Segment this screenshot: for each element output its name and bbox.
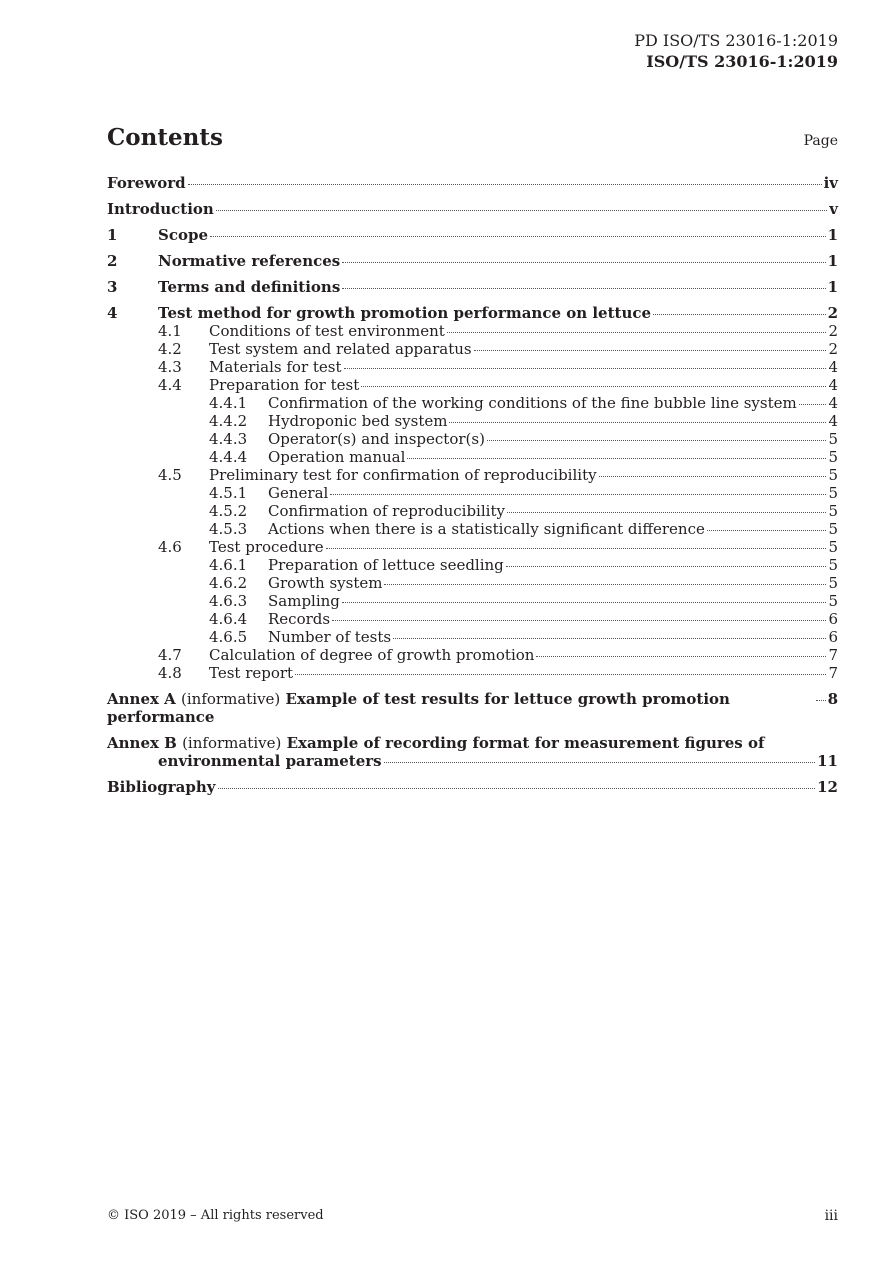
dot-leader <box>344 368 827 369</box>
annex-title-line-2: environmental parameters <box>158 752 382 770</box>
table-of-contents <box>107 174 838 796</box>
dot-leader <box>407 458 826 459</box>
toc-entry-title: Operator(s) and inspector(s) <box>268 430 485 448</box>
dot-leader <box>384 584 826 585</box>
annex-type: (informative) <box>181 690 281 708</box>
toc-entry-annex-b[interactable] <box>107 734 838 770</box>
toc-entry-page: 2 <box>827 304 838 322</box>
toc-entry-number: 4.5.3 <box>209 520 248 538</box>
page-column-label: Page <box>803 133 838 149</box>
toc-entry-title: Records <box>268 610 331 628</box>
toc-entry-4-6-5[interactable] <box>107 628 838 646</box>
toc-entry-annex-a[interactable] <box>107 690 838 726</box>
toc-entry-4-1[interactable] <box>107 322 838 340</box>
page-number: iii <box>824 1208 838 1224</box>
dot-leader <box>393 638 826 639</box>
toc-entry-4-5-2[interactable] <box>107 502 838 520</box>
toc-entry-title: Foreword <box>107 174 186 192</box>
toc-entry-title: Test report <box>209 664 294 682</box>
toc-entry-4-5-1[interactable] <box>107 484 838 502</box>
toc-entry-number: 4.8 <box>158 664 182 682</box>
dot-leader <box>342 262 825 263</box>
toc-entry-number: 4.6.1 <box>209 556 248 574</box>
toc-entry-page: 1 <box>827 278 838 296</box>
toc-entry-4-7[interactable] <box>107 646 838 664</box>
toc-entry-page: 5 <box>828 538 838 556</box>
toc-entry-number: 4.6 <box>158 538 182 556</box>
toc-entry-number: 4.5 <box>158 466 182 484</box>
toc-entry-title: Actions when there is a statistically significant difference <box>268 520 705 538</box>
toc-entry-page: 1 <box>827 252 838 270</box>
toc-entry-page: 4 <box>828 412 838 430</box>
toc-entry-title: Materials for test <box>209 358 342 376</box>
toc-entry-4-2[interactable] <box>107 340 838 358</box>
toc-entry-page: 7 <box>828 646 838 664</box>
toc-entry-number: 1 <box>107 226 118 244</box>
toc-entry-page: 2 <box>828 340 838 358</box>
toc-entry-title: Confirmation of the working conditions of the fine bubble line system <box>268 394 797 412</box>
toc-entry-page: iv <box>823 174 838 192</box>
toc-entry-page: v <box>829 200 838 218</box>
toc-entry-title: Growth system <box>268 574 383 592</box>
toc-entry-number: 4.5.1 <box>209 484 248 502</box>
dot-leader <box>342 288 825 289</box>
toc-entry-page: 5 <box>828 484 838 502</box>
annex-title: Example of test results for lettuce growth promotion performance <box>107 690 730 726</box>
toc-entry-page: 12 <box>817 778 838 796</box>
toc-entry-number: 4.4 <box>158 376 182 394</box>
toc-entry-number: 4.1 <box>158 322 182 340</box>
toc-entry-title: Preparation for test <box>209 376 360 394</box>
annex-title-line-1: Example of recording format for measurement figures of <box>286 734 765 752</box>
dot-leader <box>447 332 827 333</box>
toc-entry-number: 4.7 <box>158 646 182 664</box>
dot-leader <box>210 236 826 237</box>
dot-leader <box>332 620 826 621</box>
toc-entry-title: Calculation of degree of growth promotion <box>209 646 535 664</box>
toc-entry-title: Confirmation of reproducibility <box>268 502 505 520</box>
toc-entry-number: 4.4.1 <box>209 394 248 412</box>
dot-leader <box>326 548 827 549</box>
toc-entry-title <box>107 690 814 726</box>
toc-entry-4-4-3[interactable] <box>107 430 838 448</box>
toc-entry-page: 4 <box>828 358 838 376</box>
toc-entry-number: 4.6.2 <box>209 574 248 592</box>
contents-title: Contents <box>107 124 223 151</box>
toc-entry-number: 4.4.2 <box>209 412 248 430</box>
toc-entry-number: 4.2 <box>158 340 182 358</box>
toc-entry-4-6[interactable] <box>107 538 838 556</box>
toc-entry-4-4-1[interactable] <box>107 394 838 412</box>
toc-entry-number: 4.6.4 <box>209 610 248 628</box>
annex-first-line <box>107 734 838 752</box>
dot-leader <box>653 314 826 315</box>
annex-continuation-line <box>107 752 838 770</box>
dot-leader <box>816 700 826 701</box>
dot-leader <box>487 440 827 441</box>
toc-entry-4-6-2[interactable] <box>107 574 838 592</box>
toc-entry-title: Hydroponic bed system <box>268 412 448 430</box>
dot-leader <box>474 350 827 351</box>
toc-entry-title: Bibliography <box>107 778 216 796</box>
copyright-notice: © ISO 2019 – All rights reserved <box>107 1208 324 1223</box>
toc-entry-number: 4.4.4 <box>209 448 248 466</box>
dot-leader <box>384 762 815 763</box>
toc-entry-4-4-2[interactable] <box>107 412 838 430</box>
toc-entry-title: Test method for growth promotion performance on lettuce <box>158 304 652 322</box>
dot-leader <box>216 210 827 211</box>
toc-entry-page: 6 <box>828 610 838 628</box>
toc-entry-title: Conditions of test environment <box>209 322 445 340</box>
toc-entry-page: 2 <box>828 322 838 340</box>
dot-leader <box>295 674 826 675</box>
toc-entry-number: 4.6.3 <box>209 592 248 610</box>
dot-leader <box>218 788 816 789</box>
document-header <box>634 30 838 72</box>
toc-entry-title: Test system and related apparatus <box>209 340 472 358</box>
toc-entry-page: 6 <box>828 628 838 646</box>
toc-entry-4-6-3[interactable] <box>107 592 838 610</box>
toc-entry-2[interactable] <box>107 252 838 270</box>
toc-entry-title: Test procedure <box>209 538 324 556</box>
toc-entry-1[interactable] <box>107 226 838 244</box>
dot-leader <box>507 512 827 513</box>
toc-entry-page: 5 <box>828 466 838 484</box>
toc-entry-page: 4 <box>828 376 838 394</box>
toc-entry-title: Normative references <box>158 252 341 270</box>
toc-entry-page: 1 <box>827 226 838 244</box>
toc-entry-title: Introduction <box>107 200 214 218</box>
toc-entry-title: Sampling <box>268 592 340 610</box>
toc-entry-4-3[interactable] <box>107 358 838 376</box>
toc-entry-4[interactable] <box>107 304 838 322</box>
toc-entry-page: 5 <box>828 502 838 520</box>
toc-entry-page: 5 <box>828 520 838 538</box>
dot-leader <box>188 184 822 185</box>
toc-entry-4-4[interactable] <box>107 376 838 394</box>
toc-entry-page: 5 <box>828 574 838 592</box>
toc-entry-page: 5 <box>828 430 838 448</box>
annex-label: Annex A <box>107 690 176 708</box>
dot-leader <box>599 476 827 477</box>
header-line-1: PD ISO/TS 23016-1:2019 <box>634 31 838 50</box>
dot-leader <box>330 494 826 495</box>
toc-entry-page: 11 <box>817 752 838 770</box>
toc-entry-introduction[interactable] <box>107 200 838 218</box>
toc-entry-bibliography[interactable] <box>107 778 838 796</box>
toc-entry-4-6-1[interactable] <box>107 556 838 574</box>
toc-entry-number: 4 <box>107 304 118 322</box>
toc-entry-page: 4 <box>828 394 838 412</box>
header-line-2: ISO/TS 23016-1:2019 <box>646 52 838 71</box>
dot-leader <box>799 404 827 405</box>
toc-entry-foreword[interactable] <box>107 174 838 192</box>
toc-entry-4-5[interactable] <box>107 466 838 484</box>
toc-entry-title: Terms and definitions <box>158 278 341 296</box>
toc-entry-title: Preliminary test for confirmation of reproducibility <box>209 466 597 484</box>
dot-leader <box>342 602 827 603</box>
annex-type: (informative) <box>182 734 282 752</box>
toc-entry-page: 8 <box>827 690 838 708</box>
toc-entry-number: 4.4.3 <box>209 430 248 448</box>
dot-leader <box>536 656 826 657</box>
toc-entry-page: 7 <box>828 664 838 682</box>
toc-entry-3[interactable] <box>107 278 838 296</box>
dot-leader <box>707 530 827 531</box>
toc-entry-title: Operation manual <box>268 448 406 466</box>
toc-entry-title: Preparation of lettuce seedling <box>268 556 504 574</box>
toc-entry-4-6-4[interactable] <box>107 610 838 628</box>
annex-label: Annex B <box>107 734 177 752</box>
toc-entry-4-8[interactable] <box>107 664 838 682</box>
toc-entry-number: 3 <box>107 278 118 296</box>
toc-entry-number: 2 <box>107 252 118 270</box>
toc-entry-title: Number of tests <box>268 628 392 646</box>
dot-leader <box>361 386 826 387</box>
toc-entry-page: 5 <box>828 448 838 466</box>
toc-entry-title: General <box>268 484 329 502</box>
dot-leader <box>449 422 826 423</box>
toc-entry-number: 4.3 <box>158 358 182 376</box>
toc-entry-page: 5 <box>828 592 838 610</box>
toc-entry-number: 4.6.5 <box>209 628 248 646</box>
toc-entry-title: Scope <box>158 226 209 244</box>
toc-entry-page: 5 <box>828 556 838 574</box>
dot-leader <box>506 566 827 567</box>
toc-entry-4-5-3[interactable] <box>107 520 838 538</box>
toc-entry-4-4-4[interactable] <box>107 448 838 466</box>
toc-entry-number: 4.5.2 <box>209 502 248 520</box>
